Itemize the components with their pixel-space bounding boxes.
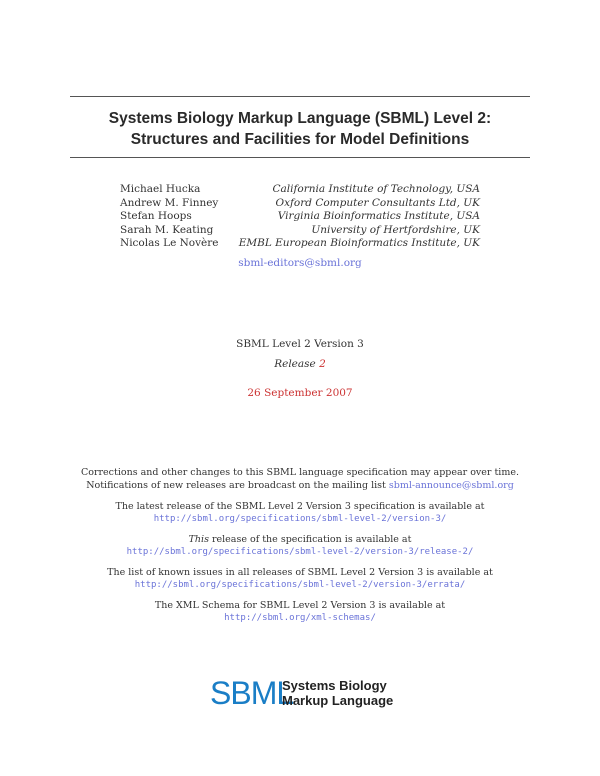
top-rule xyxy=(70,96,530,97)
editors-email-link[interactable]: sbml-editors@sbml.org xyxy=(238,257,362,269)
latest-release-note xyxy=(70,500,530,526)
this-release-text: release of the specification is available at xyxy=(211,534,412,545)
author-row xyxy=(120,197,480,211)
author-name: Stefan Hoops xyxy=(120,210,192,222)
corrections-line-1: Corrections and other changes to this SBML language specification may appear over time. xyxy=(80,467,519,478)
author-row xyxy=(120,237,480,251)
title-line-1: Systems Biology Markup Language (SBML) Level 2: xyxy=(108,110,492,127)
release-label xyxy=(70,358,530,370)
release-prefix: Release xyxy=(274,358,316,370)
errata-note xyxy=(70,566,530,592)
sbml-logo xyxy=(210,675,410,715)
latest-release-link[interactable]: http://sbml.org/specifications/sbml-level-2/version-3/ xyxy=(153,514,447,524)
title-line-2: Structures and Facilities for Model Definitions xyxy=(130,131,470,148)
corrections-note xyxy=(70,466,530,492)
this-release-line xyxy=(70,533,530,546)
release-number: 2 xyxy=(319,358,326,370)
this-release-note xyxy=(70,533,530,559)
author-row xyxy=(120,183,480,197)
announce-email-link[interactable]: sbml-announce@sbml.org xyxy=(388,480,514,491)
author-name: Nicolas Le Novère xyxy=(120,237,219,249)
corrections-line-2 xyxy=(70,479,530,492)
author-affiliation: Virginia Bioinformatics Institute, USA xyxy=(277,210,480,222)
errata-link[interactable]: http://sbml.org/specifications/sbml-level-2/version-3/errata/ xyxy=(134,580,466,590)
logo-line-2: Markup Language xyxy=(282,693,394,708)
logo-line-1: Systems Biology xyxy=(282,678,387,693)
latest-release-text: The latest release of the SBML Level 2 Version 3 specification is available at xyxy=(115,501,485,512)
author-affiliation: California Institute of Technology, USA xyxy=(272,183,480,195)
this-release-link[interactable]: http://sbml.org/specifications/sbml-level-2/version-3/release-2/ xyxy=(126,547,474,557)
this-emphasis: This xyxy=(188,534,209,545)
author-name: Sarah M. Keating xyxy=(120,223,214,236)
schema-text: The XML Schema for SBML Level 2 Version 3 is available at xyxy=(154,600,446,611)
release-date: 26 September 2007 xyxy=(247,387,353,399)
sbml-logo-mark: SBML xyxy=(210,675,294,711)
author-list xyxy=(120,183,480,251)
author-row xyxy=(120,210,480,224)
notifications-text: Notifications of new releases are broadcast on the mailing list xyxy=(86,480,386,491)
author-name: Michael Hucka xyxy=(120,183,201,195)
schema-note xyxy=(70,599,530,625)
author-affiliation: Oxford Computer Consultants Ltd, UK xyxy=(275,196,480,209)
bottom-rule xyxy=(70,157,530,158)
author-name: Andrew M. Finney xyxy=(120,196,219,209)
author-affiliation: EMBL European Bioinformatics Institute, UK xyxy=(238,237,480,249)
sbml-logo-text xyxy=(282,678,393,708)
errata-text: The list of known issues in all releases of SBML Level 2 Version 3 is available at xyxy=(107,567,493,578)
author-row xyxy=(120,224,480,238)
author-affiliation: University of Hertfordshire, UK xyxy=(311,223,480,236)
version-label: SBML Level 2 Version 3 xyxy=(236,338,364,350)
schema-link[interactable]: http://sbml.org/xml-schemas/ xyxy=(224,613,376,623)
